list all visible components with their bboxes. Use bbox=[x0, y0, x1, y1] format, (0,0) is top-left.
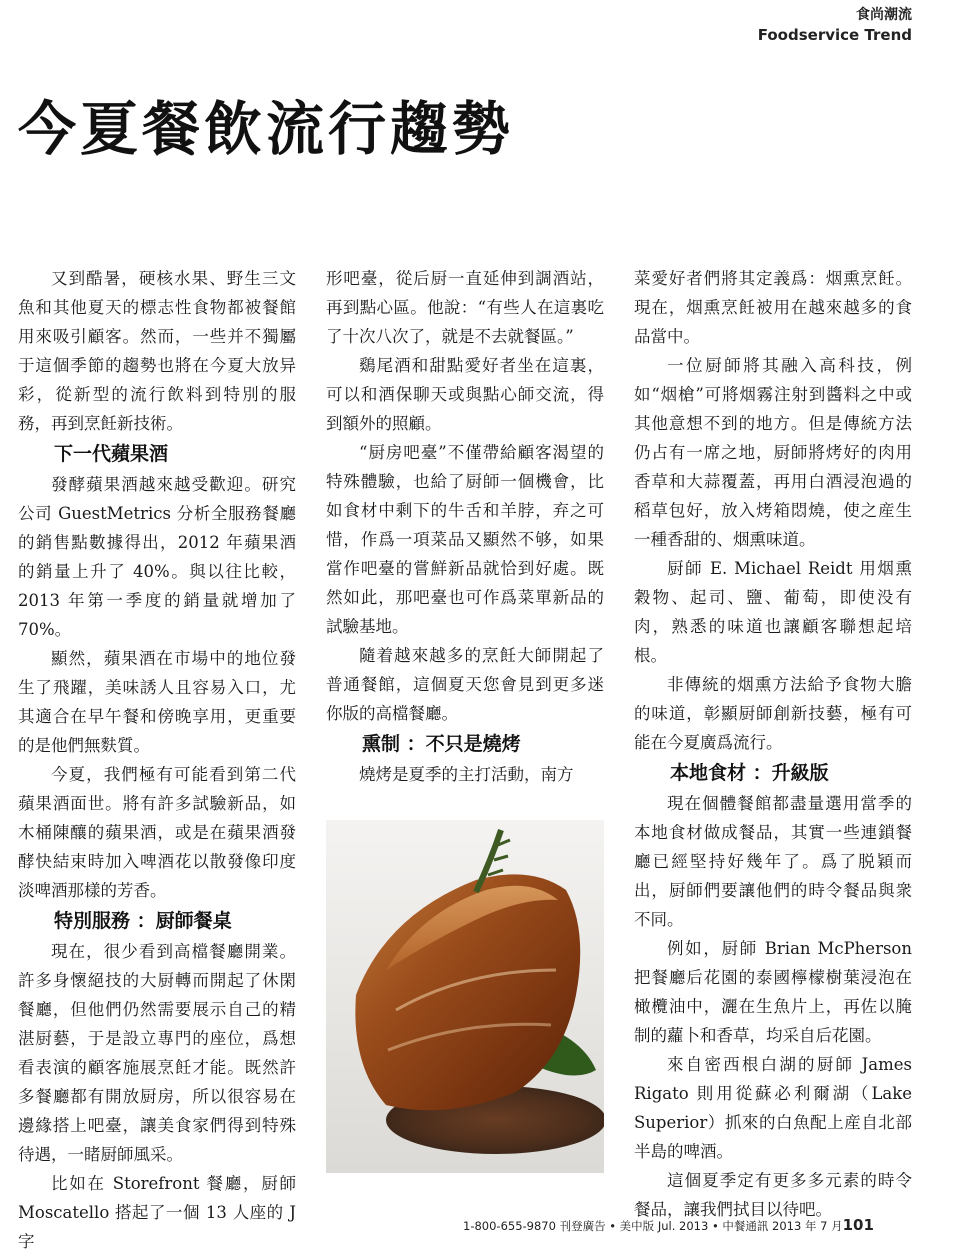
paragraph: 發酵蘋果酒越來越受歡迎。研究公司 GuestMetrics 分析全服務餐廳的銷售點數據得出，2012 年蘋果酒的銷量上升了 40%。與以往比較，2013 年第一季度的銷量就增加了 70%。 bbox=[18, 475, 296, 639]
paragraph: 燒烤是夏季的主打活動，南方 bbox=[359, 765, 574, 784]
paragraph: 來自密西根白湖的厨師 James Rigato 則用從蘇必利爾湖（Lake Superior）抓來的白魚配上産自北部半島的啤酒。 bbox=[634, 1055, 912, 1161]
paragraph: 現在，很少看到高檔餐廳開業。許多身懷絕技的大厨轉而開起了休閑餐廳，但他們仍然需要展示自己的精湛厨藝，于是設立專門的座位，爲想看表演的顧客施展烹飪才能。既然許多餐廳都有開放厨房，所以很容易在邊緣搭上吧臺，讓美食家們得到特殊待遇，一睹厨師風采。 bbox=[18, 942, 296, 1164]
paragraph: 又到酷暑，硬核水果、野生三文魚和其他夏天的標志性食物都被餐館用來吸引顧客。然而，一些并不獨屬于這個季節的趨勢也將在今夏大放异彩，從新型的流行飲料到特別的服務，再到烹飪新技術。 bbox=[18, 269, 296, 433]
section-label-chinese: 食尚潮流 bbox=[856, 7, 912, 23]
paragraph: 鷄尾酒和甜點愛好者坐在這裏，可以和酒保聊天或與點心師交流，得到額外的照顧。 bbox=[326, 356, 604, 433]
page-footer bbox=[463, 1216, 874, 1234]
article-column-2 bbox=[326, 264, 604, 789]
article-column-1 bbox=[18, 264, 296, 1256]
paragraph: 現在個體餐館都盡量選用當季的本地食材做成餐品，其實一些連鎖餐廳已經堅持好幾年了。爲了脱穎而出，厨師們要讓他們的時令餐品與衆不同。 bbox=[634, 794, 912, 929]
footer-info: 1-800-655-9870 刊登廣告 • 美中版 Jul. 2013 • 中餐通訊 2013 年 7 月 bbox=[463, 1219, 843, 1233]
subheading-chefs-table: 特別服務 ：厨師餐桌 bbox=[54, 910, 232, 932]
page-number: 101 bbox=[842, 1216, 874, 1234]
section-label-english: Foodservice Trend bbox=[757, 26, 912, 44]
subheading-local-ingredients: 本地食材 ：升級版 bbox=[670, 762, 829, 784]
paragraph: 顯然，蘋果酒在市場中的地位發生了飛躍，美味誘人且容易入口，尤其適合在早午餐和傍晚享用，更重要的是他們無麩質。 bbox=[18, 649, 296, 755]
paragraph: 菜愛好者們將其定義爲：烟熏烹飪。現在，烟熏烹飪被用在越來越多的食品當中。 bbox=[634, 269, 912, 346]
paragraph: 今夏，我們極有可能看到第二代蘋果酒面世。將有許多試驗新品，如木桶陳釀的蘋果酒，或是在蘋果酒發酵快結束時加入啤酒花以散發像印度淡啤酒那樣的芳香。 bbox=[18, 765, 296, 900]
paragraph: 隨着越來越多的烹飪大師開起了普通餐館，這個夏天您會見到更多迷你版的高檔餐廳。 bbox=[326, 646, 604, 723]
paragraph: 非傳統的烟熏方法給予食物大膽的味道，彰顯厨師創新技藝，極有可能在今夏廣爲流行。 bbox=[634, 675, 912, 752]
paragraph: 一位厨師將其融入高科技，例如“烟槍”可將烟霧注射到醬料之中或其他意想不到的地方。但是傳統方法仍占有一席之地，厨師將烤好的肉用香草和大蒜覆蓋，再用白酒浸泡過的稻草包好，放入烤箱悶燒，使之産生一種香甜的、烟熏味道。 bbox=[634, 356, 912, 549]
paragraph: 厨師 E. Michael Reidt 用烟熏穀物、起司、鹽、葡萄，即使没有肉，熟悉的味道也讓顧客聯想起培根。 bbox=[634, 559, 912, 665]
salmon-dish-illustration bbox=[326, 820, 604, 1173]
salmon-dish-photo bbox=[326, 820, 604, 1173]
paragraph: 這個夏季定有更多多元素的時令餐品，讓我們拭目以待吧。 bbox=[634, 1171, 912, 1219]
article-column-3 bbox=[634, 264, 912, 1224]
subheading-smoking: 熏制 ：不只是燒烤 bbox=[362, 733, 521, 755]
paragraph: 例如，厨師 Brian McPherson 把餐廳后花園的泰國檸檬樹葉浸泡在橄欖油中，灑在生魚片上，再佐以腌制的蘿卜和香草，均采自后花園。 bbox=[634, 939, 912, 1045]
article-title: 今夏餐飲流行趨勢 bbox=[18, 95, 515, 163]
paragraph: 形吧臺，從后厨一直延伸到調酒站，再到點心區。他說：“有些人在這裏吃了十次八次了，就是不去就餐區。” bbox=[326, 269, 604, 346]
paragraph: “厨房吧臺”不僅帶給顧客渴望的特殊體驗，也給了厨師一個機會，比如食材中剩下的牛舌和羊脖，弃之可惜，作爲一項菜品又顯然不够，如果當作吧臺的嘗鮮新品就恰到好處。既然如此，那吧臺也可作爲菜單新品的試驗基地。 bbox=[326, 443, 604, 636]
subheading-cider: 下一代蘋果酒 bbox=[54, 443, 169, 465]
paragraph: 比如在 Storefront 餐廳，厨師 Moscatello 搭起了一個 13 人座的 J 字 bbox=[18, 1174, 296, 1251]
